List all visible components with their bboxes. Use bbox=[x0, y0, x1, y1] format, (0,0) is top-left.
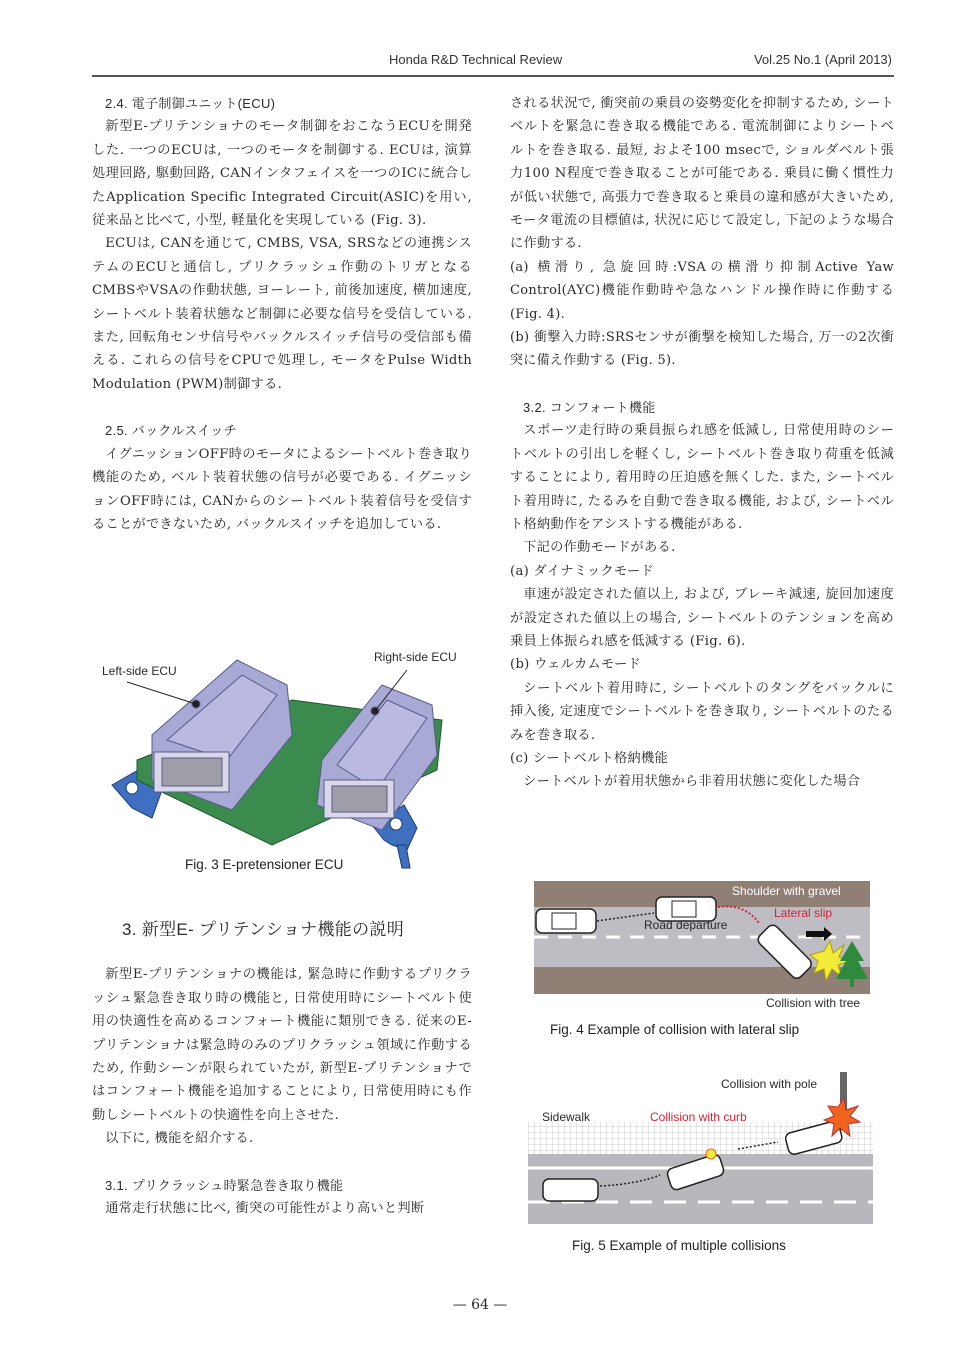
car-1 bbox=[543, 1179, 598, 1201]
mode-c-title: (c) シートベルト格納機能 bbox=[510, 750, 668, 766]
journal-title: Honda R&D Technical Review bbox=[389, 52, 563, 67]
right-ecu-label: Right-side ECU bbox=[374, 650, 457, 664]
section-3-2-paragraph-2: 下記の作動モードがある. bbox=[523, 540, 676, 556]
page-number: — 64 — bbox=[452, 1297, 508, 1313]
figure-3 bbox=[92, 640, 472, 880]
figure-4-caption: Fig. 4 Example of collision with lateral slip bbox=[550, 1022, 800, 1037]
lateral-slip-label: Lateral slip bbox=[774, 906, 833, 920]
figure-5-caption: Fig. 5 Example of multiple collisions bbox=[572, 1238, 786, 1253]
left-ecu-label: Left-side ECU bbox=[102, 664, 177, 678]
item-a-lateral-slip: (a) 横滑り, 急旋回時:VSAの横滑り抑制Active Yaw Control(AYC)機能作動時や急なハンドル操作時に作動する (Fig. 4). bbox=[510, 259, 894, 322]
left-column bbox=[92, 92, 472, 536]
right-column bbox=[510, 92, 894, 794]
section-2-4-paragraph-2: ECUは, CANを通じて, CMBS, VSA, SRSなどの連携システムのECUと通信し, プリクラッシュ作動のトリガとなるCMBSやVSAの作動状態, ヨーレート, 前後加速度, 横加速度, シートベルト装着状態など制御に必要な信号を受信している. また, 回転角センサ信号やバックルスイッチ信号の受信部も備える. これらの信号をCPUで処理し, モータをPulse Width Modulation (PWM)制御する. bbox=[92, 236, 472, 392]
volume-info: Vol.25 No.1 (April 2013) bbox=[753, 52, 892, 67]
figure-5 bbox=[528, 1072, 873, 1253]
left-leader-line bbox=[127, 682, 196, 704]
section-3-paragraph-2: 以下に, 機能を紹介する. bbox=[105, 1131, 254, 1147]
mode-a-text: 車速が設定された値以上, および, ブレーキ減速, 旋回加速度が設定された値以上の場合, シートベルトのテンションを高め乗員上体振られ感を低減する (Fig. 6). bbox=[510, 587, 894, 649]
section-3-2-paragraph-1: スポーツ走行時の乗員振られ感を低減し, 日常使用時のシートベルトの引出しを軽くし, シートベルト巻き取り荷重を低減することにより, 着用時の圧迫感を無くした. また, シートベルト着用時に, たるみを自動で巻き取る機能, および, シートベルト格納動作をアシストする機能がある. bbox=[510, 423, 894, 532]
mode-b-text: シートベルト着用時に, シートベルトのタングをバックルに挿入後, 定速度でシートベルトを巻き取り, シートベルトのたるみを巻き取る. bbox=[510, 680, 894, 743]
sidewalk-label: Sidewalk bbox=[542, 1110, 591, 1124]
curb-collision-label: Collision with curb bbox=[650, 1110, 747, 1124]
section-3-1-title: 3.1. プリクラッシュ時緊急巻き取り機能 bbox=[105, 1177, 344, 1193]
header-rule bbox=[92, 75, 894, 77]
section-2-4-paragraph-1: 新型E-プリテンショナのモータ制御をおこなうECUを開発した. 一つのECUは, 一つのモータを制御する. ECUは, 演算処理回路, 駆動回路, CANインタフェイスを一つのICに統合したApplication Specific Integrated Circuit(ASIC)を用い, 従来品と比べて, 小型, 軽量化を実現している (Fig. 3). bbox=[92, 119, 472, 229]
section-3 bbox=[92, 918, 472, 1220]
pole-collision-label: Collision with pole bbox=[721, 1077, 818, 1091]
section-2-5-title: 2.5. バックルスイッチ bbox=[105, 423, 237, 439]
mode-b-title: (b) ウェルカムモード bbox=[510, 657, 641, 673]
road-departure-label: Road departure bbox=[644, 918, 728, 932]
section-2-4-title: 2.4. 電子制御ユニット(ECU) bbox=[105, 96, 276, 111]
section-3-paragraph-1: 新型E-プリテンショナの機能は, 緊急時に作動するプリクラッシュ緊急巻き取り時の機能と, 日常使用時にシートベルト使用の快適性を高めるコンフォート機能に類別できる. 従来のE-プリテンショナは緊急時のみのプリクラッシュ領域に作動するため, 作動シーンが限られていたが, 新型E-プリテンショナではコンフォート機能を追加することにより, 日常使用時にも作動しシートベルトの快適性を向上させた. bbox=[92, 967, 472, 1123]
section-3-title: 3. 新型E- プリテンショナ機能の説明 bbox=[122, 920, 404, 939]
figure-4 bbox=[534, 881, 870, 1037]
figure-3-caption: Fig. 3 E-pretensioner ECU bbox=[185, 857, 344, 872]
car-1 bbox=[536, 909, 596, 933]
multiple-collisions-illustration bbox=[528, 1072, 873, 1227]
mode-a-title: (a) ダイナミックモード bbox=[510, 563, 654, 579]
running-header bbox=[92, 52, 892, 72]
tree-collision-label: Collision with tree bbox=[766, 996, 861, 1010]
section-3-1-paragraph-continued: される状況で, 衝突前の乗員の姿勢変化を抑制するため, シートベルトを緊急に巻き取る機能である. 電流制御によりシートベルトを巻き取る. 最短, およそ100 msecで, ショルダベルト張力100 N程度で巻き取ることが可能である. 乗員に働く慣性力が低い状態で, 高張力で巻き取ると乗員の違和感が大きいため, モータ電流の目標値は, 状況に応じて設定し, 下記のような場合に作動する. bbox=[510, 96, 894, 252]
mode-c-text: シートベルトが着用状態から非着用状態に変化した場合 bbox=[523, 774, 861, 790]
section-2-5-paragraph-1: イグニッションOFF時のモータによるシートベルト巻き取り機能のため, ベルト装着状態の信号が必要である. イグニッションOFF時には, CANからのシートベルト装着信号を受信することができないため, バックルスイッチを追加している. bbox=[92, 446, 472, 532]
curb-impact bbox=[706, 1149, 716, 1159]
item-b-impact-input: (b) 衝撃入力時:SRSセンサが衝撃を検知した場合, 万一の2次衝突に備え作動する (Fig. 5). bbox=[510, 330, 894, 369]
section-3-1-paragraph-start: 通常走行状態に比べ, 衝突の可能性がより高いと判断 bbox=[105, 1201, 425, 1217]
shoulder-label: Shoulder with gravel bbox=[732, 884, 841, 898]
section-3-2-title: 3.2. コンフォート機能 bbox=[523, 399, 656, 415]
